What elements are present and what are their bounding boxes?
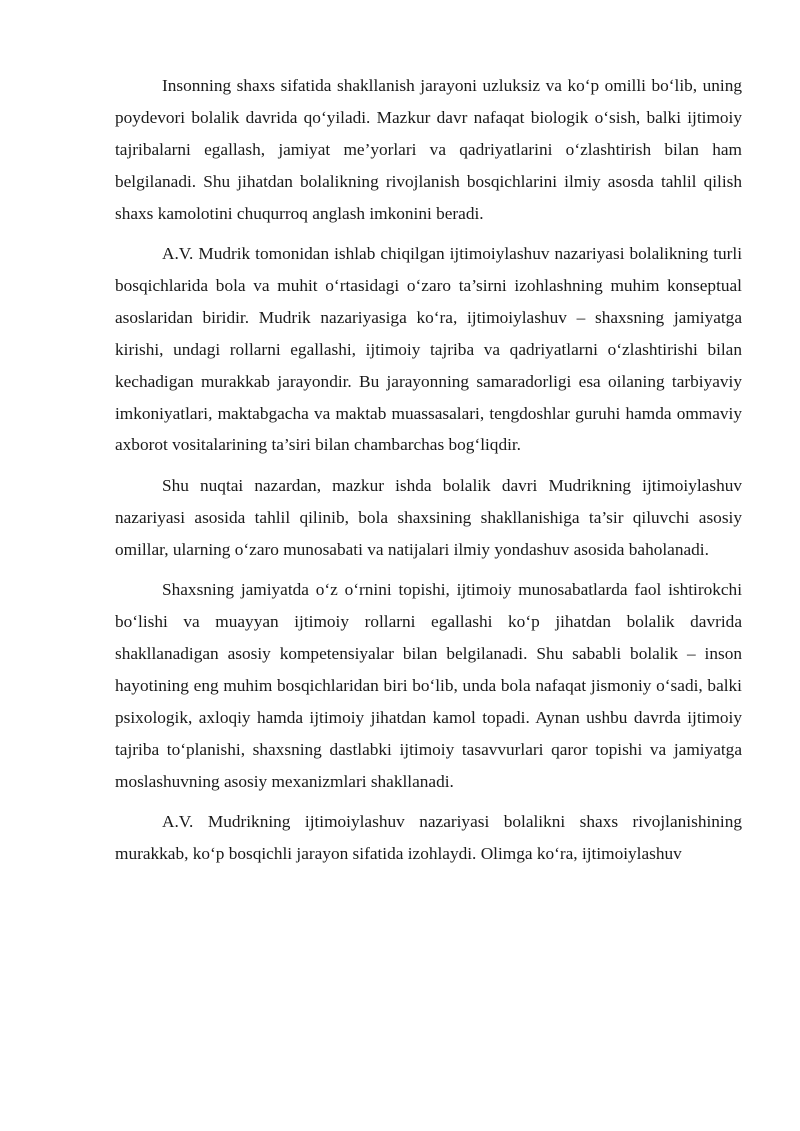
- paragraph-4: Shaxsning jamiyatda o‘z o‘rnini topishi, ijtimoiy munosabatlarda faol ishtirokchi bo‘lishi va muayyan ijtimoiy rollarni egallashi ko‘p jihatdan bolalik davrida shakllanadigan asosiy kompetensiyalar bilan belgilanadi. Shu sababli bolalik – inson hayotining eng muhim bosqichlaridan biri bo‘lib, unda bola nafaqat jismoniy o‘sadi, balki psixologik, axloqiy hamda ijtimoiy jihatdan kamol topadi. Aynan ushbu davrda ijtimoiy tajriba to‘planishi, shaxsning dastlabki ijtimoiy tasavvurlari qaror topishi va jamiyatga moslashuvning asosiy mexanizmlari shakllanadi.: [115, 580, 742, 791]
- document-body: [115, 70, 742, 878]
- paragraph-2: A.V. Mudrik tomonidan ishlab chiqilgan ijtimoiylashuv nazariyasi bolalikning turli bosqichlarida bola va muhit o‘rtasidagi o‘zaro ta’sirni izohlashning muhim konseptual asoslaridan biridir. Mudrik nazariyasiga ko‘ra, ijtimoiylashuv – shaxsning jamiyatga kirishi, undagi rollarni egallashi, ijtimoiy tajriba va qadriyatlarni o‘zlashtirishi bilan kechadigan murakkab jarayondir. Bu jarayonning samaradorligi esa oilaning tarbiyaviy imkoniyatlari, maktabgacha va maktab muassasalari, tengdoshlar guruhi hamda ommaviy axborot vositalarining ta’siri bilan chambarchas bog‘liqdir.: [115, 244, 742, 455]
- paragraph-1: Insonning shaxs sifatida shakllanish jarayoni uzluksiz va ko‘p omilli bo‘lib, uning poydevori bolalik davrida qo‘yiladi. Mazkur davr nafaqat biologik o‘sish, balki ijtimoiy tajribalarni egallash, jamiyat me’yorlari va qadriyatlarini o‘zlashtirish bilan ham belgilanadi. Shu jihatdan bolalikning rivojlanish bosqichlarini ilmiy asosda tahlil qilish shaxs kamolotini chuqurroq anglash imkonini beradi.: [115, 76, 742, 223]
- paragraph-3: Shu nuqtai nazardan, mazkur ishda bolalik davri Mudrikning ijtimoiylashuv nazariyasi asosida tahlil qilinib, bola shaxsining shakllanishiga ta’sir qiluvchi asosiy omillar, ularning o‘zaro munosabati va natijalari ilmiy yondashuv asosida baholanadi.: [115, 475, 742, 559]
- paragraph-5: A.V. Mudrikning ijtimoiylashuv nazariyasi bolalikni shaxs rivojlanishining murakkab, ko‘p bosqichli jarayon sifatida izohlaydi. Olimga ko‘ra, ijtimoiylashuv: [115, 811, 742, 863]
